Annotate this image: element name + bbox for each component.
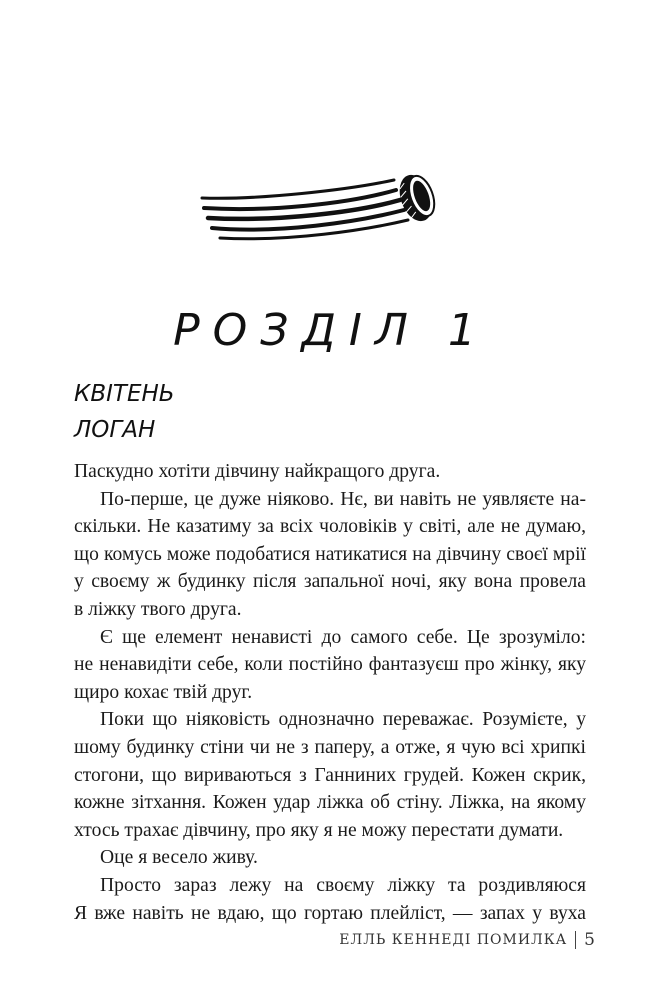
text-line: щиро кохає твій друг. <box>74 681 253 703</box>
text-line: що комусь може подобатися натикатися на дівчину своєї мрії <box>74 543 586 565</box>
text-line: кожне зітхання. Кожен удар ліжка об стіну. Ліжка, на якому <box>74 792 586 814</box>
hockey-puck-icon <box>198 160 438 250</box>
text-line: скільки. Не казатиму за всіх чоловіків у світі, але не думаю, <box>74 516 586 538</box>
running-head: ЕЛЛЬ КЕННЕДІ ПОМИЛКА <box>339 932 568 948</box>
chapter-narrator: ЛОГАН <box>74 417 156 443</box>
page-footer <box>339 930 596 950</box>
text-line: стогони, що вириваються з Ганниних грудей. Кожен скрик, <box>74 764 586 786</box>
text-line: По-перше, це дуже ніяково. Нє, ви навіть не уявляєте на- <box>100 488 586 510</box>
chapter-meta <box>74 376 175 448</box>
page-number: 5 <box>584 930 596 950</box>
chapter-title: РОЗДІЛ 1 <box>173 305 489 357</box>
footer-divider <box>575 931 576 949</box>
text-line: Поки що ніяковість однозначно переважає. Розумієте, у <box>100 709 586 731</box>
chapter-body <box>74 458 586 927</box>
text-line: в ліжку твого друга. <box>74 598 242 620</box>
text-line: у своєму ж будинку після запальної ночі, яку вона провела <box>74 571 586 593</box>
text-line: Просто зараз лежу на своєму ліжку та роздивляюся <box>100 874 586 896</box>
text-line: Паскудно хотіти дівчину найкращого друга. <box>74 461 441 482</box>
text-line: хтось трахає дівчину, про яку я не можу перестати думати. <box>74 819 564 841</box>
text-line: Оце я весело живу. <box>100 847 258 869</box>
text-line: Є ще елемент ненависті до самого себе. Це зрозуміло: <box>100 626 586 648</box>
text-line: шому будинку стіни чи не з паперу, а отже, я чую всі хрипкі <box>74 736 586 758</box>
text-line: не ненавидіти себе, коли постійно фантазуєш про жінку, яку <box>74 654 586 676</box>
chapter-month: КВІТЕНЬ <box>74 381 175 407</box>
text-line: Я вже навіть не вдаю, що гортаю плейліст, — запах у вуха <box>74 902 586 924</box>
